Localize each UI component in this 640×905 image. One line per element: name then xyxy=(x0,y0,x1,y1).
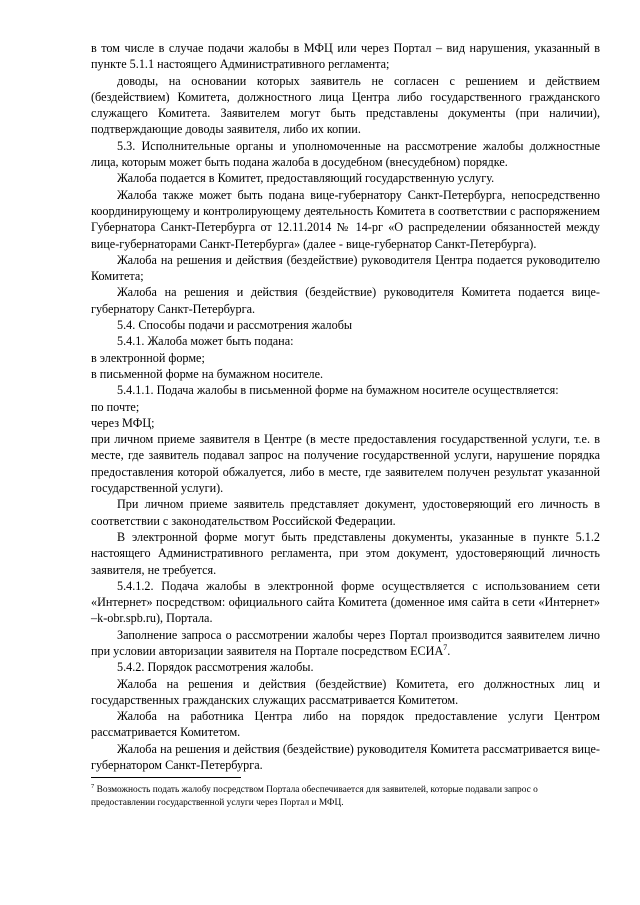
list-item-personal-reception: при личном приеме заявителя в Центре (в месте предоставления государственной услуги, т.е. в месте, где заявитель подавал запрос на получение государственной услуги, нарушение порядка предоставления которой обжалуется, либо в месте, где заявителем получен результат указанной государственной услуги). xyxy=(91,432,600,496)
paragraph-committee-review: Жалоба на решения и действия (бездействие) Комитета, его должностных лиц и государственных гражданских служащих рассматривается Комитетом. xyxy=(91,676,600,707)
paragraph-arguments: доводы, на основании которых заявитель не согласен с решением и действием (бездействием) Комитета, должностного лица Центра либо государственного гражданского служащего Комитета. Заявителем могут быть представлены документы (при наличии), подтверждающие доводы заявителя, либо их копии. xyxy=(91,73,600,137)
paragraph-complaint-to-committee: Жалоба подается в Комитет, предоставляющий государственную услугу. xyxy=(117,171,495,186)
section-heading-5-4: 5.4. Способы подачи и рассмотрения жалобы xyxy=(117,318,353,333)
paragraph-center-head: Жалоба на решения и действия (бездействие) руководителя Центра подается руководителю Комитета; xyxy=(91,252,600,284)
portal-request-text: Заполнение запроса о рассмотрении жалобы через Портал производится заявителем лично при условии авторизации заявителя на Портале посредством ЕСИА xyxy=(91,627,600,658)
footnote-marker: 7 xyxy=(91,782,95,790)
paragraph-identity-document: При личном приеме заявитель представляет документ, удостоверяющий его личность в соответствии с законодательством Российской Федерации. xyxy=(91,497,600,528)
paragraph-vice-governor-review: Жалоба на решения и действия (бездействие) руководителя Комитета рассматривается вице-губернатором Санкт-Петербурга. xyxy=(91,741,600,773)
paragraph-violation-type: в том числе в случае подачи жалобы в МФЦ или через Портал – вид нарушения, указанный в пункте 5.1.1 настоящего Административного регламента; xyxy=(91,41,600,72)
paragraph-vice-governor: Жалоба также может быть подана вице-губернатору Санкт-Петербурга, непосредственно координирующему и контролирующему деятельность Комитета в соответствии с распоряжением Губернатора Санкт-Петербурга от 12.11.2014 № 14-рг «О распределении обязанностей между вице-губернаторами Санкт-Петербурга» (далее - вице-губернатор Санкт-Петербурга). xyxy=(91,187,600,251)
section-heading-5-4-2: 5.4.2. Порядок рассмотрения жалобы. xyxy=(117,660,314,675)
paragraph-committee-head: Жалоба на решения и действия (бездействие) руководителя Комитета подается вице-губернатору Санкт-Петербурга. xyxy=(91,285,600,316)
paragraph-electronic-documents: В электронной форме могут быть представлены документы, указанные в пункте 5.1.2 настоящего Административного регламента, при этом документ, удостоверяющий личность заявителя, не требуется. xyxy=(91,529,600,577)
paragraph-5-3: 5.3. Исполнительные органы и уполномоченные на рассмотрение жалобы должностные лица, которым может быть подана жалоба в досудебном (внесудебном) порядке. xyxy=(91,138,600,170)
list-item-mail: по почте; xyxy=(91,399,140,414)
footnote-divider xyxy=(91,777,241,778)
footnote-text: Возможность подать жалобу посредством Портала обеспечивается для заявителей, которые подавали запрос о предоставлении государственной услуги через Портал и МФЦ. xyxy=(91,785,538,808)
paragraph-5-4-1-1: 5.4.1.1. Подача жалобы в письменной форме на бумажном носителе осуществляется: xyxy=(117,383,559,398)
paragraph-portal-request: Заполнение запроса о рассмотрении жалобы через Портал производится заявителем лично при условии авторизации заявителя на Портале посредством ЕСИА$^7$. xyxy=(91,627,600,658)
document-body xyxy=(91,40,600,773)
paragraph-center-worker-review: Жалоба на работника Центра либо на порядок предоставление услуги Центром рассматривается Комитетом. xyxy=(91,709,600,740)
list-item-electronic: в электронной форме; xyxy=(91,350,205,365)
footnote xyxy=(91,784,591,810)
list-item-mfc: через МФЦ; xyxy=(91,415,155,430)
paragraph-5-4-1-2: 5.4.1.2. Подача жалобы в электронной форме осуществляется с использованием сети «Интернет» посредством: официального сайта Комитета (доменное имя сайта в сети «Интернет» –k-obr.spb.ru), Портала. xyxy=(91,578,600,626)
footnote-reference: 7 xyxy=(443,642,448,652)
list-item-paper: в письменной форме на бумажном носителе. xyxy=(91,366,324,381)
paragraph-5-4-1: 5.4.1. Жалоба может быть подана: xyxy=(117,334,294,349)
